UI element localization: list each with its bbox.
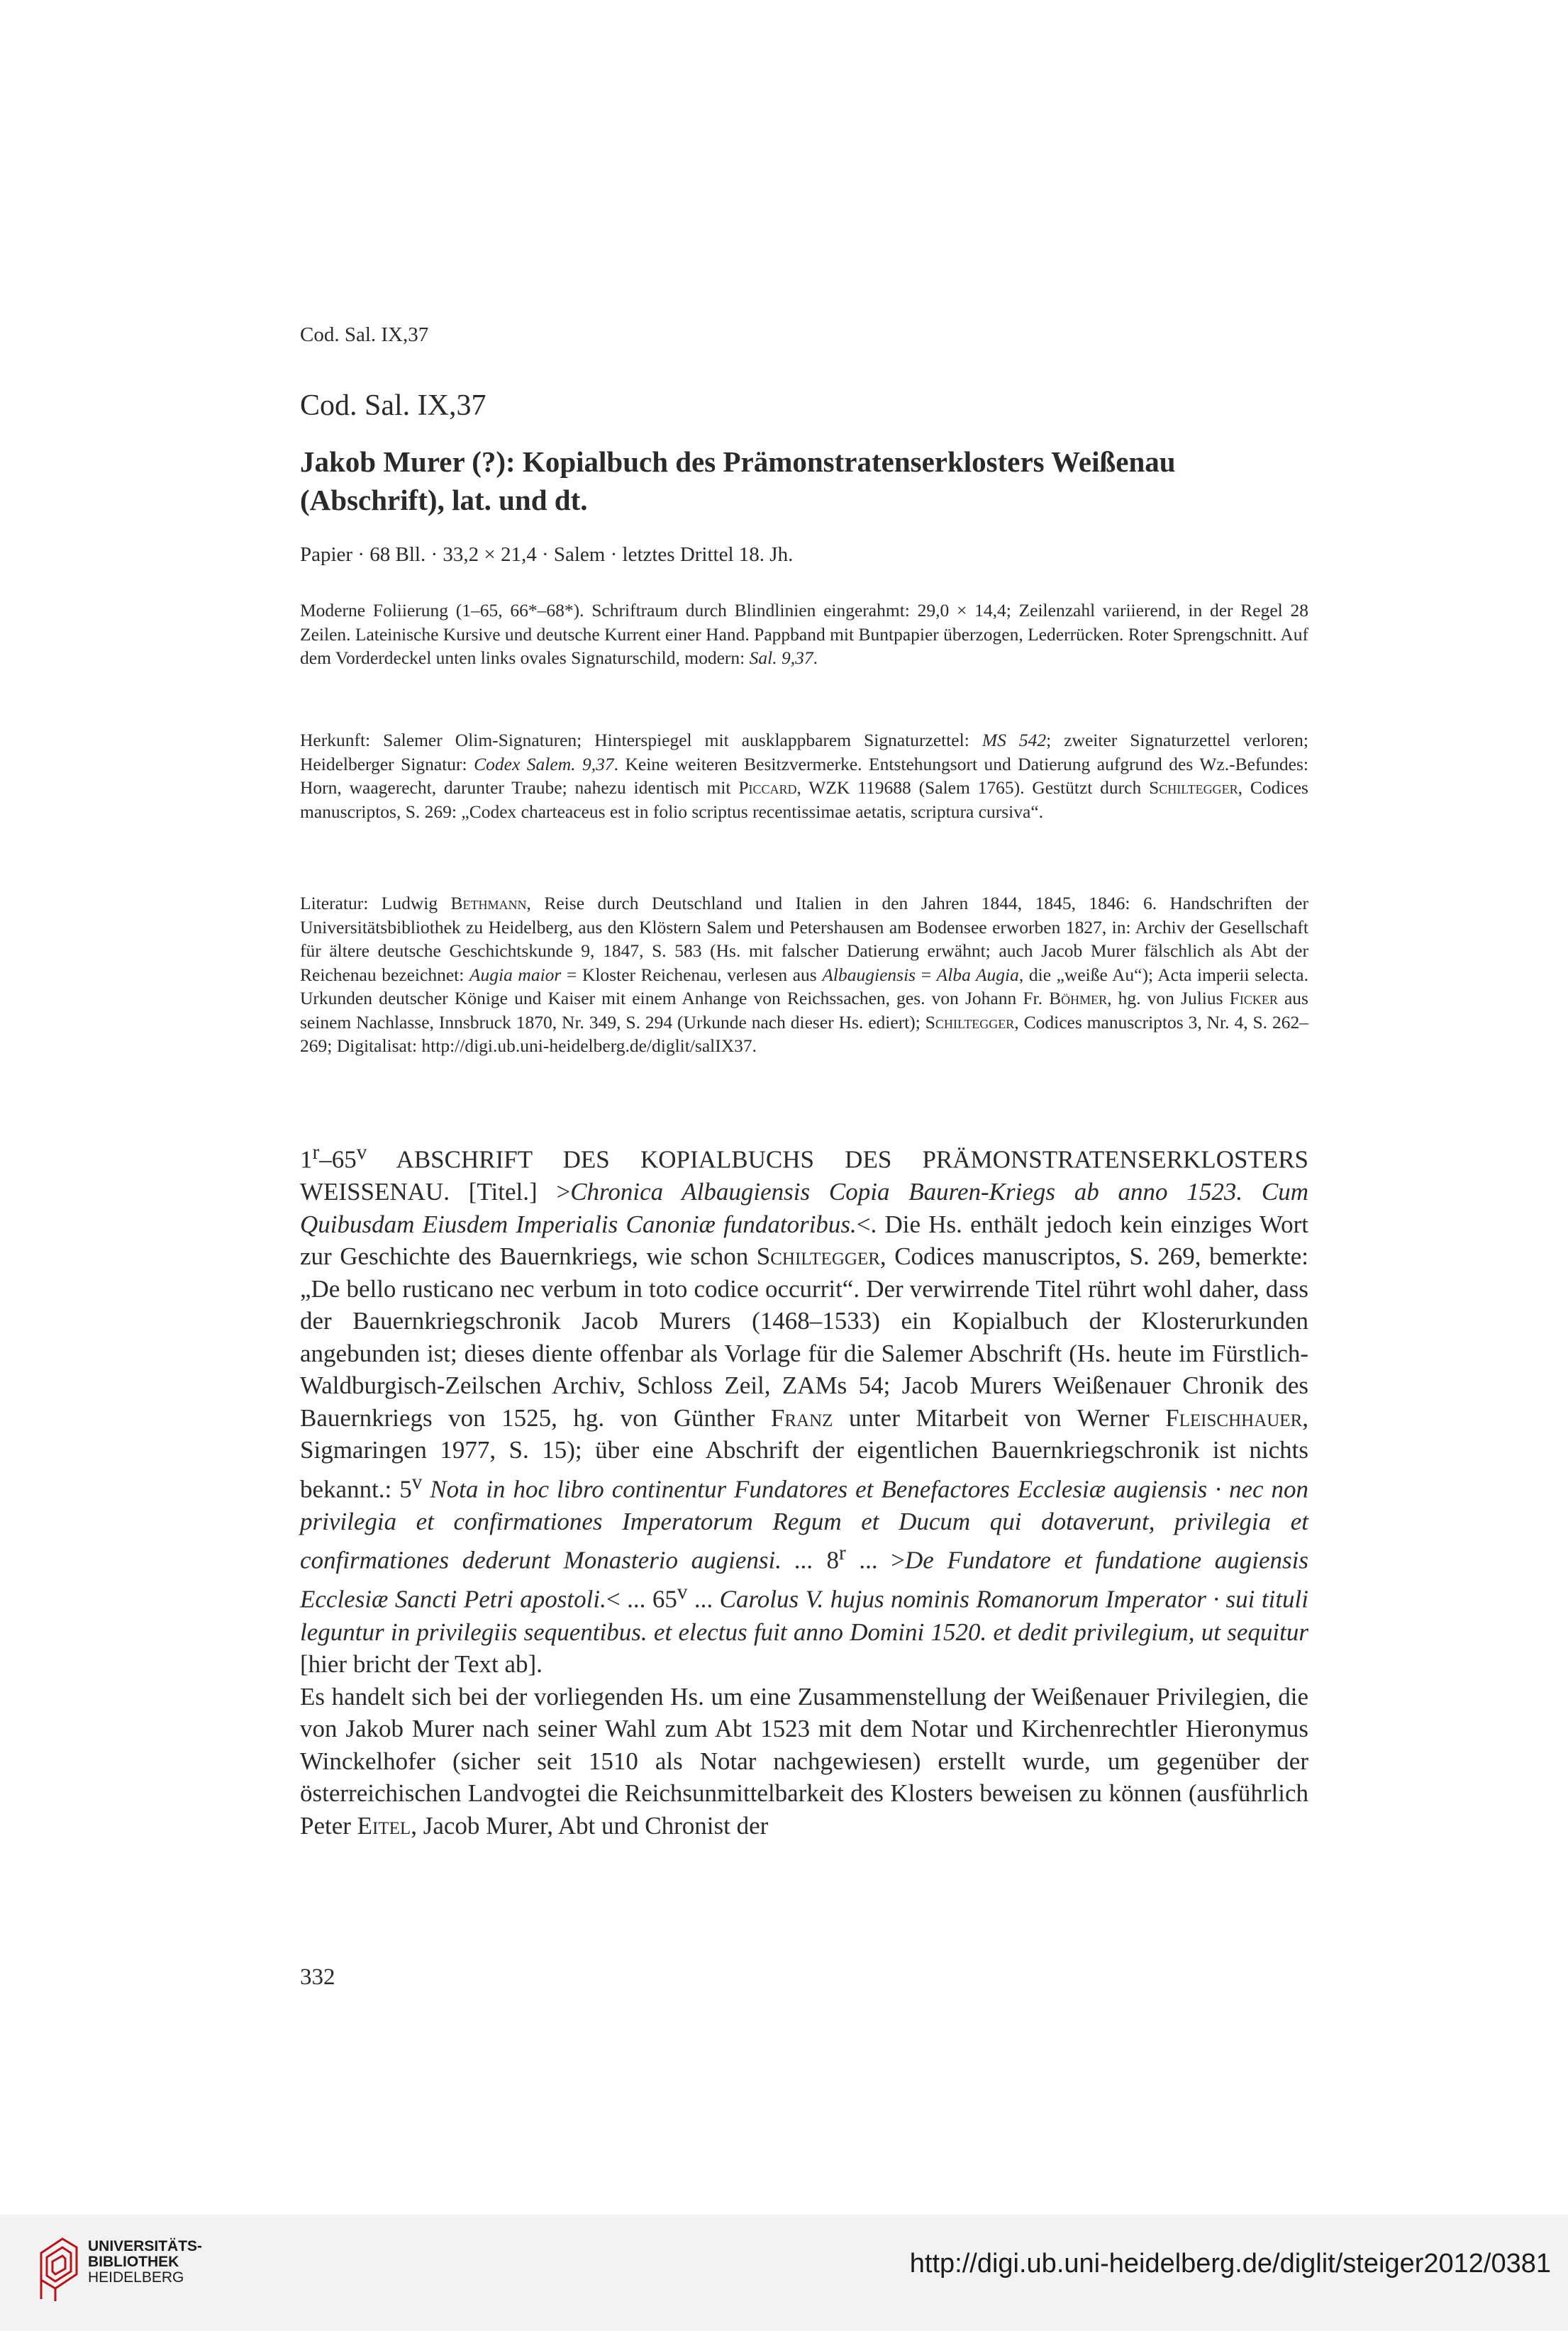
codicology-paragraph: Moderne Foliierung (1–65, 66*–68*). Schriftraum durch Blindlinien eingerahmt: 29,0 × 14,4; Zeilenzahl variierend, in der Regel 28 Zeilen. Lateinische Kursive und deutsche Kurrent einer Hand. Pappband mit Buntpapier überzogen, Lederrücken. Roter Sprengschnitt. Auf dem Vorderdeckel unten links ovales Signaturschild, modern: Sal. 9,37. [300, 600, 1308, 668]
content-paragraph-2: Es handelt sich bei der vorliegenden Hs. um eine Zusammenstellung der Weißenauer Privilegien, die von Jakob Murer nach seiner Wahl zum Abt 1523 mit dem Notar und Kirchenrechtler Hieronymus Winckelhofer (sicher seit 1510 als Notar nachgewiesen) erstellt wurde, um gegenüber der österreichischen Landvogtei die Reichsunmittelbarkeit des Klosters beweisen zu können (ausführlich Peter Eitel, Jacob Murer, Abt und Chronist der [300, 1682, 1308, 1840]
codex-signature: Cod. Sal. IX,37 [300, 389, 486, 422]
digitization-url-link[interactable]: http://digi.ub.uni-heidelberg.de/diglit/steiger2012/0381 [909, 2249, 1551, 2279]
running-head: Cod. Sal. IX,37 [300, 323, 429, 346]
title-line-1: Jakob Murer (?): Kopialbuch des Prämonstratenserklosters Weißenau [300, 445, 1176, 478]
provenance-paragraph: Herkunft: Salemer Olim-Signaturen; Hinterspiegel mit ausklappbarem Signaturzettel: MS 542; zweiter Signaturzettel verloren; Heidelberger Signatur: Codex Salem. 9,37. Keine weiteren Besitzvermerke. Entstehungsort und Datierung aufgrund des Wz.-Befundes: Horn, waagerecht, darunter Traube; nahezu identisch mit Piccard, WZK 119688 (Salem 1765). Gestützt durch Schiltegger, Codices manuscriptos, S. 269: „Codex charteaceus est in folio scriptus recentissimae aetatis, scriptura cursiva“. [300, 730, 1308, 822]
content-paragraph-1: 1$^r$–65$^v$ ABSCHRIFT DES KOPIALBUCHS DES PRÄMONSTRATENSERKLOSTERS WEISSENAU. [Titel.] >Chronica Albaugiensis Copia Bauren-Kriegs ab anno 1523. Cum Quibusdam Eiusdem Imperialis Canoniæ fundatoribus.<. Die Hs. enthält jedoch kein einziges Wort zur Geschichte des Bauernkriegs, wie schon Schiltegger, Codices manuscriptos, S. 269, bemerkte: „De bello rusticano nec verbum in toto codice occurrit“. Der verwirrende Titel rührt wohl daher, dass der Bauernkriegschronik Jacob Murers (1468–1533) ein Kopialbuch der Klosterurkunden angebunden ist; dieses diente offenbar als Vorlage für die Salemer Abschrift (Hs. heute im Fürstlich-Waldburgisch-Zeilschen Archiv, Schloss Zeil, ZAMs 54; Jacob Murers Weißenauer Chronik des Bauernkriegs von 1525, hg. von Günther Franz unter Mitarbeit von Werner Fleischhauer, Sigmaringen 1977, S. 15); über eine Abschrift der eigentlichen Bauernkriegschronik ist nichts bekannt.: 5$^v$ Nota in hoc libro continentur Fundatores et Benefactores Ecclesiæ augiensis · nec non privilegia et confirmationes Imperatorum Regum et Ducum qui dotaverunt, privilegia et confirmationes dederunt Monasterio augiensi. ... 8$^r$ ... >De Fundatore et fundatione augiensis Ecclesiæ Sancti Petri apostoli.< ... 65$^v$ ... Carolus V. hujus nominis Romanorum Imperator · sui tituli leguntur in privilegiis sequentibus. et electus fuit anno Domini 1520. et dedit privilegium, ut sequitur [hier bricht der Text ab]. [300, 1141, 1309, 1679]
page-number: 332 [300, 1964, 335, 1990]
content-entry [300, 1137, 1308, 1842]
physical-description: Papier · 68 Bll. · 33,2 × 21,4 · Salem · letztes Drittel 18. Jh. [300, 543, 794, 566]
title-line-2: (Abschrift), lat. und dt. [300, 484, 588, 516]
literature-paragraph: Literatur: Ludwig Bethmann, Reise durch Deutschland und Italien in den Jahren 1844, 1845, 1846: 6. Handschriften der Universitätsbibliothek zu Heidelberg, aus den Klöstern Salem und Petershausen am Bodensee erworben 1827, in: Archiv der Gesellschaft für ältere deutsche Geschichtskunde 9, 1847, S. 583 (Hs. mit falscher Datierung erwähnt; auch Jacob Murer fälschlich als Abt der Reichenau bezeichnet: Augia maior = Kloster Reichenau, verlesen aus Albaugiensis = Alba Augia, die „weiße Au“); Acta imperii selecta. Urkunden deutscher Könige und Kaiser mit einem Anhange von Reichssachen, ges. von Johann Fr. Böhmer, hg. von Julius Ficker aus seinem Nachlasse, Innsbruck 1870, Nr. 349, S. 294 (Urkunde nach dieser Hs. ediert); Schiltegger, Codices manuscriptos 3, Nr. 4, S. 262–269; Digitalisat: http://digi.ub.uni-heidelberg.de/diglit/salIX37. [300, 893, 1308, 1056]
entry-title [300, 443, 1308, 519]
library-logo-text: UNIVERSITÄTS- BIBLIOTHEK HEIDELBERG [88, 2238, 203, 2286]
digitization-footer [0, 2215, 1568, 2331]
library-logo-icon [34, 2232, 84, 2303]
